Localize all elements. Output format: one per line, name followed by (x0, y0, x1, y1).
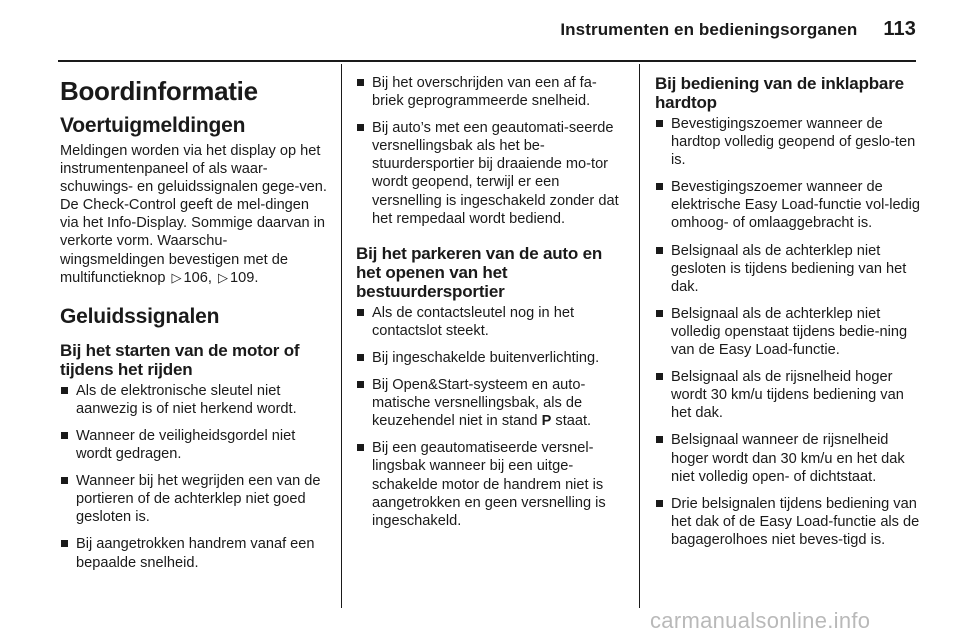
list-item: Belsignaal als de achterklep niet gesloten is tijdens bediening van het dak. (655, 242, 923, 296)
column-divider-1 (341, 64, 342, 608)
list-item: Drie belsignalen tijdens bediening van het dak of de Easy Load-functie als de bagagerolhoes niet beves-tigd is. (655, 495, 923, 549)
heading-starten-rijden: Bij het starten van de motor of tijdens het rijden (60, 340, 300, 379)
gear-position-p: P (541, 413, 552, 430)
list-item: Belsignaal als de achterklep niet volledig openstaat tijdens bedie-ning van de Easy Load-functie. (655, 305, 923, 359)
column-3 (655, 74, 923, 558)
bullet-icon (357, 124, 364, 131)
list-item: Bij aangetrokken handrem vanaf een bepaalde snelheid. (60, 535, 328, 571)
header-rule (58, 60, 916, 62)
list-item: Als de contactsleutel nog in het contactslot steekt. (356, 304, 624, 340)
voertuigmeldingen-paragraph: Meldingen worden via het display op het instrumentenpaneel of als waar-schuwings- en geluidssignalen gege-ven. De Check-Control geeft de mel-dingen via het Info-Display. Sommige daarvan in verkorte vorm. Waarschu-wingsmeldingen bevestigen met de multifunctieknop (60, 143, 327, 286)
list-item: Bevestigingszoemer wanneer de hardtop volledig geopend of geslo-ten is. (655, 115, 923, 169)
list-item: Wanneer bij het wegrijden een van de portieren of de achterklep niet goed gesloten is. (60, 472, 328, 526)
bullet-icon (61, 540, 68, 547)
subsection-title-voertuigmeldingen: Voertuigmeldingen (60, 114, 246, 137)
list-parkeren (356, 304, 624, 530)
page-ref-106[interactable]: 106, (183, 269, 212, 286)
bullet-icon (357, 309, 364, 316)
watermark: carmanualsonline.info (650, 608, 871, 633)
list-item: Belsignaal als de rijsnelheid hoger wordt 30 km/u tijdens bediening van het dak. (655, 368, 923, 422)
list-item: Wanneer de veiligheidsgordel niet wordt gedragen. (60, 427, 328, 463)
column-1 (60, 74, 328, 581)
column-divider-2 (639, 64, 640, 608)
list-starten-rijden (60, 382, 328, 572)
heading-hardtop: Bij bediening van de inklapbare hardtop (655, 74, 904, 112)
page-header (560, 18, 916, 41)
subsection-title-geluidssignalen: Geluidssignalen (60, 304, 220, 328)
list-item: Als de elektronische sleutel niet aanwezig is of niet herkend wordt. (60, 382, 328, 418)
bullet-icon (357, 79, 364, 86)
bullet-icon (357, 381, 364, 388)
bullet-icon (357, 354, 364, 361)
bullet-icon (357, 444, 364, 451)
bullet-icon (656, 436, 663, 443)
bullet-icon (61, 387, 68, 394)
page-ref-arrow-icon: ▷ (218, 269, 228, 285)
bullet-icon (656, 120, 663, 127)
list-hardtop (655, 115, 923, 549)
bullet-icon (656, 183, 663, 190)
list-item: Bij ingeschakelde buitenverlichting. (356, 349, 624, 367)
list-item: Bij het overschrijden van een af fa-briek geprogrammeerde snelheid. (356, 74, 624, 110)
list-item: Bij een geautomatiseerde versnel-lingsbak wanneer bij een uitge-schakelde motor de handrem niet is aangetrokken en geen versnelling is ingeschakeld. (356, 439, 624, 529)
column-2 (356, 74, 624, 539)
list-rijden-vervolg (356, 74, 624, 228)
heading-parkeren: Bij het parkeren van de auto en het openen van het bestuurdersportier (356, 243, 603, 301)
bullet-icon (656, 500, 663, 507)
page-ref-109[interactable]: 109. (230, 269, 259, 286)
header-title: Instrumenten en bedieningsorganen (560, 20, 858, 39)
bullet-icon (61, 432, 68, 439)
bullet-icon (61, 477, 68, 484)
bullet-icon (656, 247, 663, 254)
bullet-icon (656, 310, 663, 317)
bullet-icon (656, 373, 663, 380)
section-title: Boordinformatie (60, 76, 258, 106)
page-number: 113 (883, 18, 916, 40)
list-item: Bevestigingszoemer wanneer de elektrische Easy Load-functie vol-ledig omhoog- of omlaaggebracht is. (655, 178, 923, 232)
list-item: Belsignaal wanneer de rijsnelheid hoger wordt dan 30 km/u en het dak niet volledig open- of dichtstaat. (655, 431, 923, 485)
voertuigmeldingen-text (60, 142, 328, 287)
page-ref-arrow-icon: ▷ (171, 269, 182, 285)
list-item: Bij Open&Start-systeem en auto-matische versnellingsbak, als de keuzehendel niet in stand P staat. (356, 376, 624, 430)
list-item: Bij auto’s met een geautomati-seerde versnellingsbak als het be-stuurdersportier bij draaiende mo-tor wordt geopend, terwijl er een versnelling is ingeschakeld zonder dat het rempedaal wordt bediend. (356, 119, 624, 228)
